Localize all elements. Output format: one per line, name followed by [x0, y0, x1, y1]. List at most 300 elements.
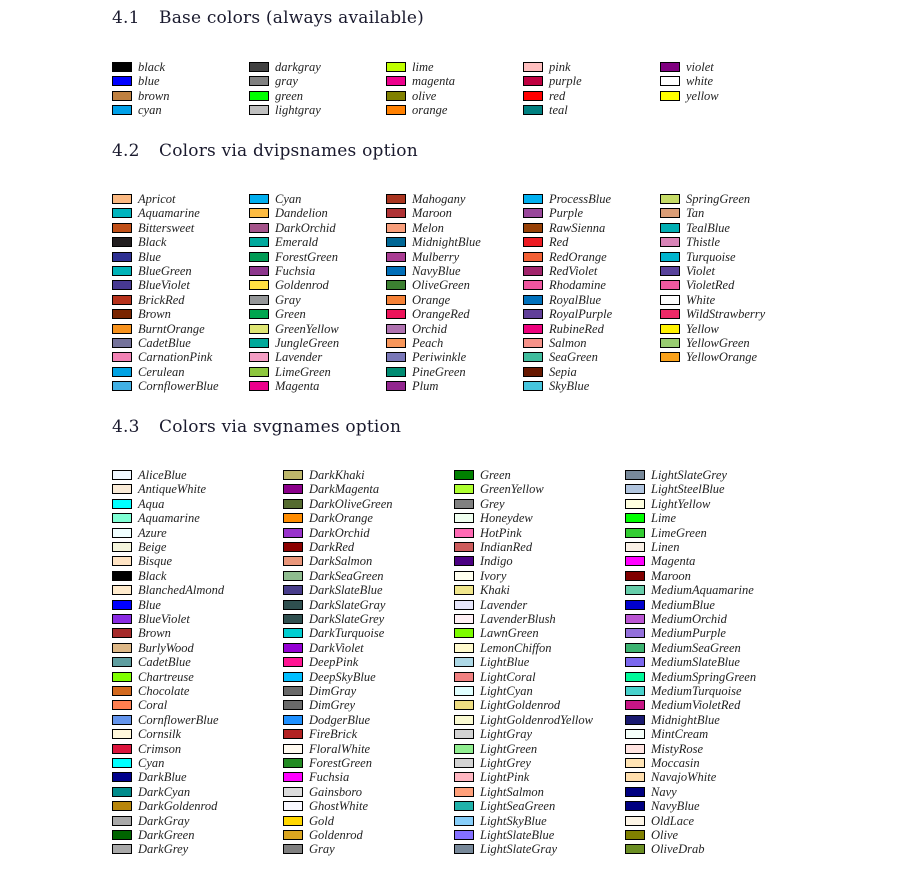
color-swatch: [660, 62, 680, 72]
color-entry: [112, 468, 187, 482]
color-entry: [249, 350, 322, 364]
color-name: Gray: [309, 842, 335, 857]
color-entry: [386, 206, 452, 220]
color-entry: [625, 842, 704, 856]
color-swatch: [112, 324, 132, 334]
color-name: HotPink: [480, 525, 522, 540]
color-swatch: [386, 237, 406, 247]
color-name: Dandelion: [275, 206, 328, 221]
color-swatch: [660, 280, 680, 290]
color-entry: [112, 103, 162, 117]
color-swatch: [283, 643, 303, 653]
color-name: Turquoise: [686, 249, 736, 264]
color-name: LightGrey: [480, 756, 531, 770]
color-name: Azure: [138, 525, 167, 540]
color-name: orange: [412, 103, 448, 118]
color-name: Blue: [138, 597, 161, 612]
color-entry: [660, 350, 757, 364]
color-entry: [283, 641, 364, 655]
color-entry: [283, 554, 372, 568]
color-entry: [386, 74, 455, 88]
color-swatch: [660, 208, 680, 218]
color-entry: [454, 540, 532, 554]
color-name: Salmon: [549, 336, 587, 350]
color-name: AliceBlue: [138, 468, 187, 482]
color-swatch: [112, 280, 132, 290]
color-name: Apricot: [138, 192, 176, 206]
color-name: cyan: [138, 103, 162, 118]
color-name: SkyBlue: [549, 379, 590, 394]
color-name: LawnGreen: [480, 626, 539, 641]
color-name: NavyBlue: [412, 264, 461, 278]
color-entry: [283, 540, 354, 554]
color-name: CadetBlue: [138, 655, 191, 670]
color-entry: [660, 264, 715, 278]
color-swatch: [283, 528, 303, 538]
color-entry: [523, 89, 565, 103]
color-swatch: [625, 758, 645, 768]
color-swatch: [386, 324, 406, 334]
color-name: LavenderBlush: [480, 612, 556, 626]
color-entry: [625, 497, 710, 511]
color-name: RedViolet: [549, 264, 598, 278]
color-entry: [660, 221, 730, 235]
color-entry: [112, 221, 194, 235]
color-entry: [386, 250, 459, 264]
color-name: OrangeRed: [412, 307, 470, 322]
color-swatch: [112, 208, 132, 218]
color-name: blue: [138, 74, 160, 89]
color-name: olive: [412, 88, 437, 103]
color-swatch: [112, 686, 132, 696]
color-name: brown: [138, 88, 170, 103]
color-name: Chocolate: [138, 684, 190, 698]
color-name: Sepia: [549, 364, 577, 379]
section-title-text: Base colors (always available): [159, 8, 425, 28]
color-name: NavajoWhite: [651, 770, 717, 785]
color-entry: [454, 482, 544, 496]
color-name: Indigo: [480, 554, 513, 569]
color-swatch: [112, 830, 132, 840]
color-swatch: [523, 252, 543, 262]
color-swatch: [625, 528, 645, 538]
color-name: AntiqueWhite: [138, 482, 207, 497]
color-entry: [249, 322, 339, 336]
color-entry: [112, 250, 161, 264]
color-swatch: [283, 484, 303, 494]
color-entry: [523, 350, 598, 364]
color-name: lime: [412, 60, 434, 74]
color-entry: [625, 828, 678, 842]
color-entry: [283, 670, 376, 684]
color-swatch: [283, 700, 303, 710]
color-name: Tan: [686, 206, 705, 221]
color-name: DeepPink: [309, 655, 359, 670]
color-name: LightSteelBlue: [651, 482, 725, 497]
color-swatch: [249, 381, 269, 391]
color-name: Thistle: [686, 235, 721, 250]
color-name: DarkOliveGreen: [309, 496, 393, 511]
color-name: LightGoldenrod: [480, 698, 561, 713]
color-name: Plum: [412, 379, 439, 394]
color-entry: [660, 206, 704, 220]
color-swatch: [249, 208, 269, 218]
color-swatch: [660, 194, 680, 204]
color-swatch: [112, 470, 132, 480]
color-name: DarkGreen: [138, 828, 195, 842]
color-entry: [625, 814, 694, 828]
color-entry: [249, 89, 303, 103]
color-swatch: [112, 381, 132, 391]
color-swatch: [386, 367, 406, 377]
color-entry: [454, 698, 560, 712]
color-swatch: [249, 62, 269, 72]
color-swatch: [112, 309, 132, 319]
color-swatch: [283, 686, 303, 696]
color-entry: [523, 278, 606, 292]
color-name: Gainsboro: [309, 784, 363, 799]
color-entry: [112, 278, 190, 292]
color-name: PineGreen: [412, 364, 466, 379]
color-entry: [625, 641, 741, 655]
color-entry: [660, 307, 765, 321]
color-swatch: [283, 499, 303, 509]
color-swatch: [454, 744, 474, 754]
color-swatch: [454, 571, 474, 581]
color-entry: [283, 626, 384, 640]
color-entry: [283, 655, 358, 669]
color-name: LightSlateGrey: [651, 468, 727, 482]
color-swatch: [454, 600, 474, 610]
color-swatch: [112, 600, 132, 610]
color-entry: [283, 612, 384, 626]
color-entry: [112, 497, 164, 511]
color-swatch: [112, 787, 132, 797]
color-name: LightSlateGray: [480, 842, 558, 857]
color-swatch: [523, 367, 543, 377]
color-entry: [660, 89, 719, 103]
color-swatch: [625, 556, 645, 566]
color-entry: [625, 540, 679, 554]
color-swatch: [283, 628, 303, 638]
color-name: ForestGreen: [275, 249, 338, 264]
color-name: BlanchedAlmond: [138, 583, 225, 598]
color-entry: [112, 698, 167, 712]
color-entry: [283, 785, 362, 799]
color-name: Mahogany: [412, 192, 466, 206]
color-swatch: [660, 295, 680, 305]
color-swatch: [454, 556, 474, 566]
color-entry: [625, 468, 727, 482]
color-swatch: [454, 758, 474, 768]
color-swatch: [386, 381, 406, 391]
color-swatch: [283, 816, 303, 826]
color-entry: [625, 785, 677, 799]
color-name: DodgerBlue: [309, 712, 371, 727]
color-entry: [386, 336, 443, 350]
color-swatch: [112, 657, 132, 667]
color-entry: [386, 221, 444, 235]
color-entry: [386, 365, 466, 379]
color-name: LightSalmon: [480, 784, 544, 799]
color-swatch: [625, 614, 645, 624]
color-entry: [625, 655, 740, 669]
section-heading-base-colors: [112, 8, 424, 28]
section-number: 4.3: [112, 417, 140, 437]
color-swatch: [523, 381, 543, 391]
color-name: DarkSlateGrey: [309, 612, 385, 626]
color-name: Lavender: [480, 597, 528, 612]
color-entry: [625, 742, 703, 756]
color-swatch: [283, 657, 303, 667]
color-swatch: [625, 499, 645, 509]
color-swatch: [112, 758, 132, 768]
color-swatch: [625, 700, 645, 710]
color-swatch: [112, 194, 132, 204]
color-name: MediumSlateBlue: [651, 655, 740, 670]
color-name: GreenYellow: [275, 321, 339, 336]
color-name: Periwinkle: [412, 350, 467, 365]
color-entry: [386, 293, 450, 307]
color-swatch: [660, 324, 680, 334]
color-entry: [660, 74, 713, 88]
color-entry: [112, 60, 165, 74]
color-entry: [386, 350, 466, 364]
color-entry: [454, 756, 531, 770]
color-swatch: [249, 309, 269, 319]
color-entry: [454, 670, 536, 684]
color-swatch: [283, 744, 303, 754]
color-swatch: [625, 571, 645, 581]
color-swatch: [454, 628, 474, 638]
color-entry: [112, 307, 171, 321]
color-name: Cyan: [138, 756, 165, 770]
color-name: GreenYellow: [480, 482, 544, 497]
color-name: DarkGoldenrod: [138, 799, 218, 814]
color-entry: [112, 322, 205, 336]
color-entry: [625, 756, 700, 770]
color-swatch: [625, 801, 645, 811]
color-swatch: [454, 830, 474, 840]
color-entry: [283, 756, 372, 770]
color-swatch: [112, 62, 132, 72]
color-entry: [523, 235, 568, 249]
color-entry: [249, 293, 301, 307]
color-entry: [523, 60, 571, 74]
color-swatch: [386, 266, 406, 276]
color-swatch: [112, 700, 132, 710]
color-entry: [625, 511, 676, 525]
color-name: CornflowerBlue: [138, 379, 219, 394]
color-swatch: [112, 352, 132, 362]
color-swatch: [112, 715, 132, 725]
color-swatch: [523, 352, 543, 362]
color-swatch: [660, 237, 680, 247]
color-name: Cornsilk: [138, 727, 182, 742]
color-name: IndianRed: [480, 540, 533, 554]
color-swatch: [625, 744, 645, 754]
color-entry: [660, 293, 715, 307]
color-name: RawSienna: [549, 220, 606, 235]
color-swatch: [625, 628, 645, 638]
color-entry: [386, 278, 470, 292]
color-name: DeepSkyBlue: [309, 669, 376, 684]
color-entry: [112, 350, 212, 364]
color-swatch: [283, 830, 303, 840]
color-swatch: [112, 628, 132, 638]
color-entry: [112, 540, 166, 554]
color-name: BurntOrange: [138, 321, 205, 336]
color-name: FireBrick: [309, 727, 358, 742]
color-name: MediumOrchid: [651, 612, 727, 626]
color-name: LightYellow: [651, 496, 711, 511]
color-entry: [454, 511, 533, 525]
color-swatch: [386, 194, 406, 204]
color-entry: [386, 264, 461, 278]
color-swatch: [523, 309, 543, 319]
color-name: LimeGreen: [275, 364, 331, 379]
color-swatch: [625, 844, 645, 854]
color-swatch: [249, 324, 269, 334]
color-entry: [112, 626, 171, 640]
color-entry: [112, 612, 190, 626]
color-entry: [454, 554, 513, 568]
color-entry: [112, 569, 166, 583]
color-swatch: [112, 499, 132, 509]
color-swatch: [660, 76, 680, 86]
color-entry: [454, 569, 506, 583]
color-entry: [249, 235, 318, 249]
color-name: Honeydew: [480, 511, 533, 526]
color-name: LightGoldenrodYellow: [480, 712, 593, 727]
color-name: GhostWhite: [309, 799, 369, 814]
color-entry: [523, 206, 583, 220]
color-entry: [523, 221, 605, 235]
color-entry: [112, 713, 219, 727]
color-entry: [625, 670, 756, 684]
color-swatch: [283, 571, 303, 581]
color-name: Beige: [138, 540, 167, 554]
color-swatch: [386, 280, 406, 290]
color-swatch: [454, 787, 474, 797]
color-name: MediumAquamarine: [651, 583, 754, 598]
color-entry: [386, 379, 438, 393]
color-entry: [249, 206, 328, 220]
color-entry: [454, 641, 552, 655]
color-swatch: [112, 338, 132, 348]
color-name: NavyBlue: [651, 799, 700, 814]
color-swatch: [283, 542, 303, 552]
color-swatch: [454, 528, 474, 538]
color-swatch: [283, 470, 303, 480]
color-name: BlueViolet: [138, 612, 190, 626]
color-entry: [283, 742, 370, 756]
color-name: Goldenrod: [275, 278, 329, 293]
color-name: Aquamarine: [138, 206, 200, 221]
color-swatch: [454, 657, 474, 667]
color-entry: [283, 684, 356, 698]
color-name: DarkGray: [138, 813, 190, 828]
color-swatch: [112, 556, 132, 566]
color-swatch: [660, 266, 680, 276]
color-name: white: [686, 74, 714, 89]
color-name: Gray: [275, 292, 301, 307]
color-entry: [625, 526, 707, 540]
color-name: DarkSeaGreen: [309, 568, 384, 583]
color-entry: [625, 598, 715, 612]
color-entry: [112, 684, 189, 698]
color-name: BrickRed: [138, 292, 185, 307]
color-entry: [112, 235, 166, 249]
color-swatch: [625, 657, 645, 667]
color-entry: [454, 828, 554, 842]
color-swatch: [386, 105, 406, 115]
color-entry: [112, 293, 185, 307]
color-name: magenta: [412, 74, 456, 89]
color-swatch: [249, 76, 269, 86]
color-name: DarkGrey: [138, 842, 189, 857]
color-name: DarkOrchid: [309, 525, 370, 540]
color-swatch: [112, 801, 132, 811]
color-entry: [660, 250, 736, 264]
color-entry: [249, 250, 338, 264]
color-swatch: [249, 352, 269, 362]
color-swatch: [625, 729, 645, 739]
color-swatch: [112, 295, 132, 305]
color-entry: [249, 336, 339, 350]
color-name: Emerald: [275, 235, 319, 250]
color-name: OliveGreen: [412, 278, 470, 293]
color-name: Magenta: [651, 554, 696, 569]
color-swatch: [249, 237, 269, 247]
color-name: ForestGreen: [309, 756, 372, 770]
color-name: White: [686, 292, 716, 307]
color-swatch: [454, 686, 474, 696]
color-swatch: [249, 367, 269, 377]
color-name: YellowOrange: [686, 350, 758, 365]
color-name: MediumPurple: [651, 626, 726, 641]
color-swatch: [625, 470, 645, 480]
color-swatch: [249, 194, 269, 204]
color-entry: [112, 526, 167, 540]
color-name: DarkBlue: [138, 770, 187, 785]
section-title-text: Colors via dvipsnames option: [159, 141, 418, 161]
color-name: RubineRed: [549, 321, 604, 336]
color-swatch: [625, 816, 645, 826]
color-name: Rhodamine: [549, 278, 606, 293]
color-swatch: [454, 614, 474, 624]
color-swatch: [283, 787, 303, 797]
color-name: Peach: [412, 336, 444, 350]
color-entry: [112, 828, 194, 842]
color-entry: [112, 554, 172, 568]
color-swatch: [283, 844, 303, 854]
color-swatch: [112, 729, 132, 739]
color-name: DarkTurquoise: [309, 626, 385, 641]
color-name: Lime: [651, 511, 676, 526]
color-entry: [249, 365, 331, 379]
color-entry: [625, 626, 726, 640]
color-swatch: [112, 223, 132, 233]
color-entry: [386, 89, 436, 103]
color-name: MintCream: [651, 727, 709, 742]
color-entry: [625, 482, 725, 496]
color-entry: [660, 322, 719, 336]
color-entry: [249, 221, 336, 235]
color-swatch: [660, 91, 680, 101]
color-entry: [112, 264, 192, 278]
color-swatch: [112, 76, 132, 86]
